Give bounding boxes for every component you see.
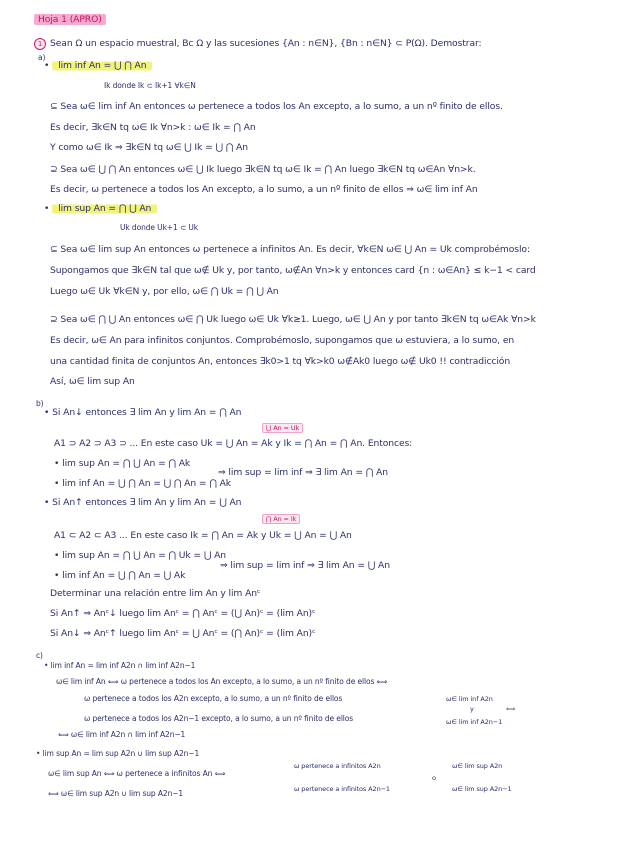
part-c-limsup-conclusion: ⟺ ω∈ lim sup A2n ∪ lim sup A2n−1 <box>48 789 184 798</box>
part-b-increasing-inf: • lim inf An = ⋃ ⋂ An = ⋃ Ak <box>54 570 186 581</box>
part-b-decreasing-title: • Si An↓ entonces ∃ lim An y lim An = ⋂ An <box>44 407 242 418</box>
part-a-line-7: Supongamos que ∃k∈N tal que ω∉ Uk y, por tanto, ω∉An ∀n>k y entonces card {n : ω∈An} ≤ k−1 < card <box>50 265 536 276</box>
part-a-line-4: ⊇ Sea ω∈ ⋃ ⋂ An entonces ω∈ ⋃ Ik luego ∃k∈N tq ω∈ Ik = ⋂ An luego ∃k∈N tq ω∈An ∀n>k. <box>50 164 476 175</box>
part-b-increasing-note-text: ⋂ An = Ik <box>262 514 300 524</box>
part-c-liminf-even: ω pertenece a todos los A2n excepto, a lo sumo, a un nº finito de ellos <box>84 694 343 703</box>
sheet-tag-label: Hoja 1 (APRO) <box>34 14 106 25</box>
limsup-where: Uk donde Uk+1 ⊂ Uk <box>120 223 199 232</box>
part-b-increasing-title: • Si An↑ entonces ∃ lim An y lim An = ⋃ An <box>44 497 242 508</box>
sheet-tag <box>34 14 106 26</box>
part-a-line-1: ⊆ Sea ω∈ lim inf An entonces ω pertenece a todos los An excepto, a lo sumo, a un nº finito de ellos. <box>50 101 503 112</box>
part-a-line-3: Y como ω∈ Ik ⇒ ∃k∈N tq ω∈ ⋃ Ik = ⋃ ⋂ An <box>50 142 248 153</box>
problem-statement <box>34 38 482 50</box>
part-c-liminf-and: y <box>470 705 474 713</box>
part-b-decreasing-note-text: ⋃ An = Uk <box>262 423 303 433</box>
part-a-line-12: Así, ω∈ lim sup An <box>50 376 135 387</box>
part-b-decreasing-eq: ⇒ lim sup = lim inf ⇒ ∃ lim An = ⋂ An <box>218 467 388 478</box>
part-b-decreasing-chain: A1 ⊃ A2 ⊃ A3 ⊃ ... En este caso Uk = ⋃ An = Ak y Ik = ⋂ An = ⋂ An. Entonces: <box>54 438 413 449</box>
part-c-label: c) <box>36 651 43 660</box>
part-c-liminf-even-result: ω∈ lim inf A2n <box>446 695 493 703</box>
part-a-line-2: Es decir, ∃k∈N tq ω∈ Ik ∀n>k : ω∈ Ik = ⋂ An <box>50 122 256 133</box>
part-a-line-9: ⊇ Sea ω∈ ⋂ ⋃ An entonces ω∈ ⋂ Uk luego ω∈ Uk ∀k≥1. Luego, ω∈ ⋃ An y por tanto ∃k∈N tq ω∈Ak ∀n>k <box>50 314 536 325</box>
part-a-line-11: una cantidad finita de conjuntos An, entonces ∃k0>1 tq ∀k>k0 ω∉Ak0 luego ω∉ Uk0 !! contradicción <box>50 356 511 367</box>
part-b-increasing-eq: ⇒ lim sup = lim inf ⇒ ∃ lim An = ⋃ An <box>220 560 390 571</box>
part-b-increasing-sup: • lim sup An = ⋂ ⋃ An = ⋂ Uk = ⋃ An <box>54 550 226 561</box>
part-c-limsup-even: ω pertenece a infinitos A2n <box>294 762 381 770</box>
part-a-line-8: Luego ω∈ Uk ∀k∈N y, por ello, ω∈ ⋂ Uk = ⋂ ⋃ An <box>50 286 279 297</box>
part-b-label: b) <box>36 399 44 408</box>
part-c-limsup-title: • lim sup An = lim sup A2n ∪ lim sup A2n−1 <box>36 749 200 758</box>
problem-statement-text: Sean Ω un espacio muestral, Bc Ω y las sucesiones {An : n∈N}, {Bn : n∈N} ⊂ P(Ω). Demostrar: <box>50 38 482 49</box>
part-c-limsup-line-1: ω∈ lim sup An ⟺ ω pertenece a infinitos An ⟺ <box>48 769 226 778</box>
part-c-liminf-conclusion: ⟺ ω∈ lim inf A2n ∩ lim inf A2n−1 <box>58 730 186 739</box>
liminf-definition-text: lim inf An = ⋃ ⋂ An <box>52 60 152 71</box>
part-c-limsup-even-result: ω∈ lim sup A2n <box>452 762 503 770</box>
liminf-where: Ik donde Ik ⊂ Ik+1 ∀k∈N <box>104 81 196 90</box>
part-b-increasing-note <box>262 513 300 525</box>
part-a-line-5: Es decir, ω pertenece a todos los An excepto, a lo sumo, a un nº finito de ellos ⇒ ω∈ lim inf An <box>50 184 478 195</box>
part-a-label: a) <box>38 53 46 62</box>
problem-number: 1 <box>34 38 46 50</box>
limsup-definition-text: lim sup An = ⋂ ⋃ An <box>52 203 157 214</box>
part-a-line-10: Es decir, ω∈ An para infinitos conjuntos. Comprobémoslo, supongamos que ω estuviera, a lo sumo, en <box>50 335 515 346</box>
part-c-liminf-equiv: ⟺ <box>506 705 516 713</box>
part-c-liminf-odd: ω pertenece a todos los A2n−1 excepto, a lo sumo, a un nº finito de ellos <box>84 714 354 723</box>
part-b-decreasing-note <box>262 422 303 434</box>
part-c-limsup-odd-result: ω∈ lim sup A2n−1 <box>452 785 512 793</box>
relation-decreasing: Si An↓ ⇒ Anᶜ↑ luego lim Anᶜ = ⋃ Anᶜ = (⋂ An)ᶜ = (lim An)ᶜ <box>50 628 316 639</box>
part-c-liminf-title: • lim inf An = lim inf A2n ∩ lim inf A2n−1 <box>44 661 196 670</box>
limsup-definition: • lim sup An = ⋂ ⋃ An <box>44 203 157 215</box>
part-a-line-6: ⊆ Sea ω∈ lim sup An entonces ω pertenece a infinitos An. Es decir, ∀k∈N ω∈ ⋃ An = Uk comprobémoslo: <box>50 244 530 255</box>
part-b-decreasing-sup: • lim sup An = ⋂ ⋃ An = ⋂ Ak <box>54 458 191 469</box>
liminf-definition: • lim inf An = ⋃ ⋂ An <box>44 60 152 72</box>
part-c-liminf-odd-result: ω∈ lim inf A2n−1 <box>446 718 503 726</box>
part-b-decreasing-inf: • lim inf An = ⋃ ⋂ An = ⋃ ⋂ An = ⋂ Ak <box>54 478 231 489</box>
part-c-limsup-odd: ω pertenece a infinitos A2n−1 <box>294 785 390 793</box>
part-c-liminf-line-1: ω∈ lim inf An ⟺ ω pertenece a todos los An excepto, a lo sumo, a un nº finito de ellos ⟺ <box>56 677 388 686</box>
part-c-limsup-or: o <box>432 774 436 782</box>
relation-increasing: Si An↑ ⇒ Anᶜ↓ luego lim Anᶜ = ⋂ Anᶜ = (⋃ An)ᶜ = (lim An)ᶜ <box>50 608 316 619</box>
part-b-increasing-chain: A1 ⊂ A2 ⊂ A3 ... En este caso Ik = ⋂ An = Ak y Uk = ⋃ An = ⋃ An <box>54 530 352 541</box>
relation-title: Determinar una relación entre lim An y lim Anᶜ <box>50 588 261 599</box>
